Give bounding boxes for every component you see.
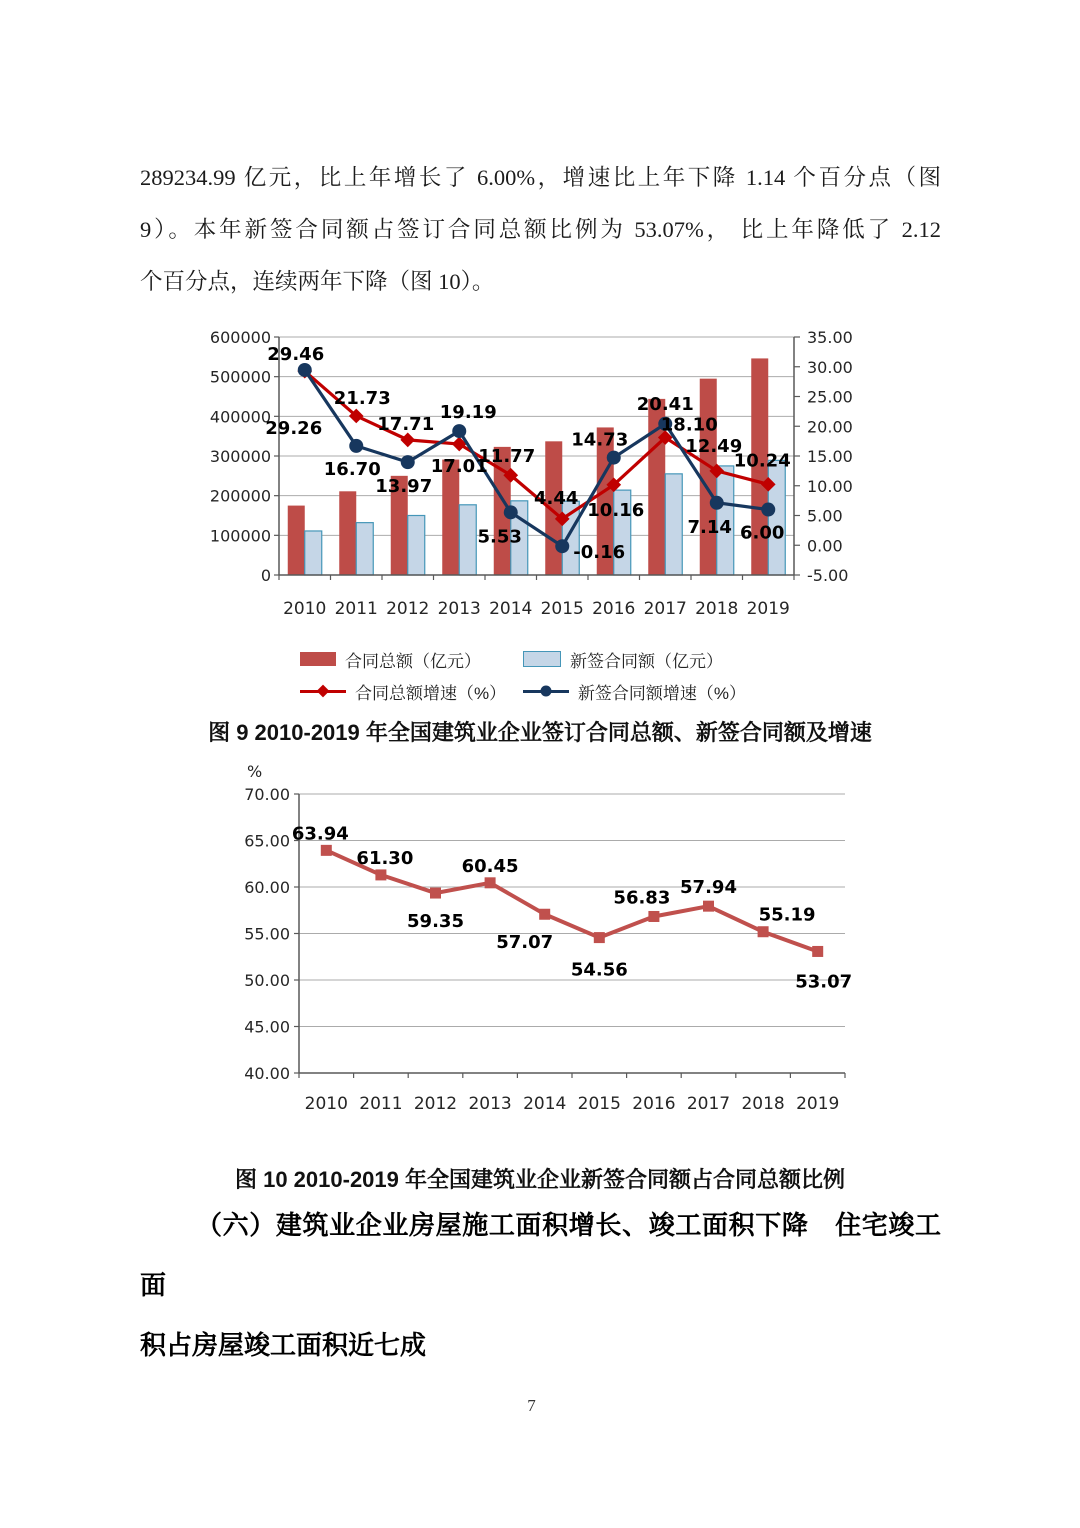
svg-text:2016: 2016 xyxy=(632,1094,676,1114)
svg-text:14.73: 14.73 xyxy=(571,429,629,451)
square-marker-icon xyxy=(812,946,823,957)
svg-text:57.94: 57.94 xyxy=(680,877,737,899)
svg-text:19.19: 19.19 xyxy=(439,402,497,424)
figure9-caption: 图 9 2010-2019 年全国建筑业企业签订合同总额、新签合同额及增速 xyxy=(208,720,872,745)
legend-item-total-growth xyxy=(300,679,523,704)
svg-text:2018: 2018 xyxy=(695,599,739,619)
svg-text:16.70: 16.70 xyxy=(323,458,381,480)
svg-text:2015: 2015 xyxy=(540,599,584,619)
svg-text:20.00: 20.00 xyxy=(807,417,853,437)
svg-text:2012: 2012 xyxy=(413,1094,458,1114)
svg-text:60.45: 60.45 xyxy=(461,855,519,877)
svg-text:2011: 2011 xyxy=(334,599,378,619)
svg-text:12.49: 12.49 xyxy=(685,435,743,457)
y-axis-unit-label: % xyxy=(247,762,263,781)
circle-marker-icon xyxy=(504,505,518,519)
legend-label: 合同总额（亿元） xyxy=(345,651,481,671)
svg-text:7.14: 7.14 xyxy=(687,516,732,538)
svg-text:2017: 2017 xyxy=(686,1094,731,1114)
svg-text:10.00: 10.00 xyxy=(807,476,853,496)
square-marker-icon xyxy=(485,877,496,888)
bar xyxy=(408,516,425,576)
legend-label: 合同总额增速（%） xyxy=(355,683,507,703)
svg-text:2015: 2015 xyxy=(577,1094,621,1114)
svg-text:25.00: 25.00 xyxy=(807,387,853,407)
figure9-combo-chart xyxy=(180,320,880,620)
square-marker-icon xyxy=(594,932,605,943)
figure9-legend xyxy=(300,643,780,707)
svg-text:600000: 600000 xyxy=(209,328,271,347)
svg-text:11.77: 11.77 xyxy=(478,446,536,468)
svg-text:63.94: 63.94 xyxy=(291,823,349,845)
svg-text:200000: 200000 xyxy=(209,486,271,506)
legend-item-new-growth xyxy=(523,679,746,704)
svg-text:70.00: 70.00 xyxy=(244,785,290,804)
legend-label: 新签合同额（亿元） xyxy=(570,651,723,671)
svg-text:65.00: 65.00 xyxy=(244,831,290,851)
svg-text:2010: 2010 xyxy=(283,599,327,619)
svg-text:17.01: 17.01 xyxy=(430,456,488,478)
bar xyxy=(459,505,476,575)
svg-text:-0.16: -0.16 xyxy=(573,542,626,564)
circle-marker-icon xyxy=(710,496,724,510)
svg-text:5.00: 5.00 xyxy=(807,506,843,526)
svg-text:20.41: 20.41 xyxy=(636,393,694,415)
square-marker-icon xyxy=(703,901,714,912)
svg-text:-5.00: -5.00 xyxy=(807,566,849,585)
body-paragraph xyxy=(140,152,941,308)
svg-text:2013: 2013 xyxy=(468,1094,512,1114)
x-axis-labels xyxy=(305,1094,840,1114)
blue-bar-swatch-icon xyxy=(523,651,561,667)
svg-text:40.00: 40.00 xyxy=(244,1064,290,1083)
bar xyxy=(339,491,356,575)
svg-text:6.00: 6.00 xyxy=(740,522,785,544)
svg-text:2019: 2019 xyxy=(746,599,790,619)
svg-text:400000: 400000 xyxy=(209,407,271,427)
svg-text:2019: 2019 xyxy=(796,1094,840,1114)
bar xyxy=(665,474,682,575)
bar xyxy=(305,531,322,575)
figure10-caption: 图 10 2010-2019 年全国建筑业企业新签合同额占合同总额比例 xyxy=(234,1167,846,1192)
svg-text:2017: 2017 xyxy=(643,599,687,619)
section-heading-line: 积占房屋竣工面积近七成 xyxy=(140,1331,427,1360)
circle-marker-icon xyxy=(401,455,415,469)
tick-labels xyxy=(244,762,290,1083)
data-labels xyxy=(292,823,852,992)
section-heading-line: （六）建筑业企业房屋施工面积增长、竣工面积下降 住宅竣工面 xyxy=(140,1211,941,1300)
legend-row xyxy=(300,643,780,675)
svg-text:2013: 2013 xyxy=(437,599,481,619)
square-marker-icon xyxy=(321,845,332,856)
red-bar-swatch-icon xyxy=(300,652,336,666)
svg-text:15.00: 15.00 xyxy=(807,447,853,466)
svg-text:60.00: 60.00 xyxy=(244,878,290,897)
svg-text:50.00: 50.00 xyxy=(244,971,290,990)
svg-text:29.46: 29.46 xyxy=(267,343,325,365)
svg-text:4.44: 4.44 xyxy=(534,487,579,509)
paragraph-line: 个百分点，连续两年下降（图 10）。 xyxy=(140,269,495,294)
svg-text:5.53: 5.53 xyxy=(477,526,522,548)
svg-text:53.07: 53.07 xyxy=(795,971,853,993)
svg-text:21.73: 21.73 xyxy=(333,387,391,409)
paragraph-line: 289234.99 亿元，比上年增长了 6.00%，增速比上年下降 1.14 个百分点（图 xyxy=(140,165,941,190)
circle-marker-icon xyxy=(607,451,621,465)
circle-marker-icon xyxy=(349,439,363,453)
bar xyxy=(768,460,785,575)
svg-text:55.00: 55.00 xyxy=(244,924,290,944)
navy-line-circle-swatch-icon xyxy=(523,690,569,693)
svg-text:500000: 500000 xyxy=(209,367,271,387)
svg-text:13.97: 13.97 xyxy=(375,476,433,498)
svg-text:61.30: 61.30 xyxy=(356,847,414,869)
legend-row xyxy=(300,675,780,707)
circle-marker-icon xyxy=(452,424,466,438)
legend-item-new-contracts xyxy=(523,647,746,672)
svg-text:2012: 2012 xyxy=(386,599,430,619)
page-number: 7 xyxy=(527,1396,536,1415)
svg-text:2014: 2014 xyxy=(489,599,533,619)
svg-text:300000: 300000 xyxy=(209,447,271,466)
section-heading xyxy=(140,1196,941,1376)
svg-text:56.83: 56.83 xyxy=(613,887,671,909)
svg-text:54.56: 54.56 xyxy=(570,959,628,981)
square-marker-icon xyxy=(648,911,659,922)
svg-text:2016: 2016 xyxy=(592,599,636,619)
svg-text:2018: 2018 xyxy=(741,1094,785,1114)
svg-text:0: 0 xyxy=(260,566,271,585)
square-marker-icon xyxy=(375,869,386,880)
svg-text:55.19: 55.19 xyxy=(758,904,816,926)
svg-text:0.00: 0.00 xyxy=(807,536,843,556)
paragraph-line: 9）。本年新签合同额占签订合同总额比例为 53.07%， 比上年降低了 2.12 xyxy=(140,217,941,242)
square-marker-icon xyxy=(758,926,769,937)
svg-text:57.07: 57.07 xyxy=(496,932,554,954)
circle-marker-icon xyxy=(761,503,775,517)
svg-text:10.24: 10.24 xyxy=(733,450,791,472)
bar xyxy=(288,506,305,575)
bar xyxy=(356,523,373,575)
svg-text:59.35: 59.35 xyxy=(407,911,464,933)
svg-text:17.71: 17.71 xyxy=(377,413,435,435)
svg-text:100000: 100000 xyxy=(209,526,271,546)
svg-text:35.00: 35.00 xyxy=(807,328,853,347)
circle-marker-icon xyxy=(555,539,569,553)
svg-text:2011: 2011 xyxy=(359,1094,403,1114)
svg-text:2014: 2014 xyxy=(523,1094,567,1114)
svg-text:2010: 2010 xyxy=(304,1094,348,1114)
figure10-line-chart xyxy=(220,750,900,1130)
square-marker-icon xyxy=(539,909,550,920)
legend-label: 新签合同额增速（%） xyxy=(577,683,746,703)
bar xyxy=(700,379,717,575)
svg-text:45.00: 45.00 xyxy=(244,1017,290,1037)
svg-text:30.00: 30.00 xyxy=(807,357,853,377)
svg-text:29.26: 29.26 xyxy=(265,418,323,440)
x-axis-labels xyxy=(283,599,790,619)
svg-text:18.10: 18.10 xyxy=(660,414,718,436)
circle-marker-icon xyxy=(298,363,312,377)
square-marker-icon xyxy=(430,888,441,899)
svg-text:10.16: 10.16 xyxy=(587,499,645,521)
legend-item-total-contracts xyxy=(300,647,523,672)
red-line-diamond-swatch-icon xyxy=(300,690,346,693)
